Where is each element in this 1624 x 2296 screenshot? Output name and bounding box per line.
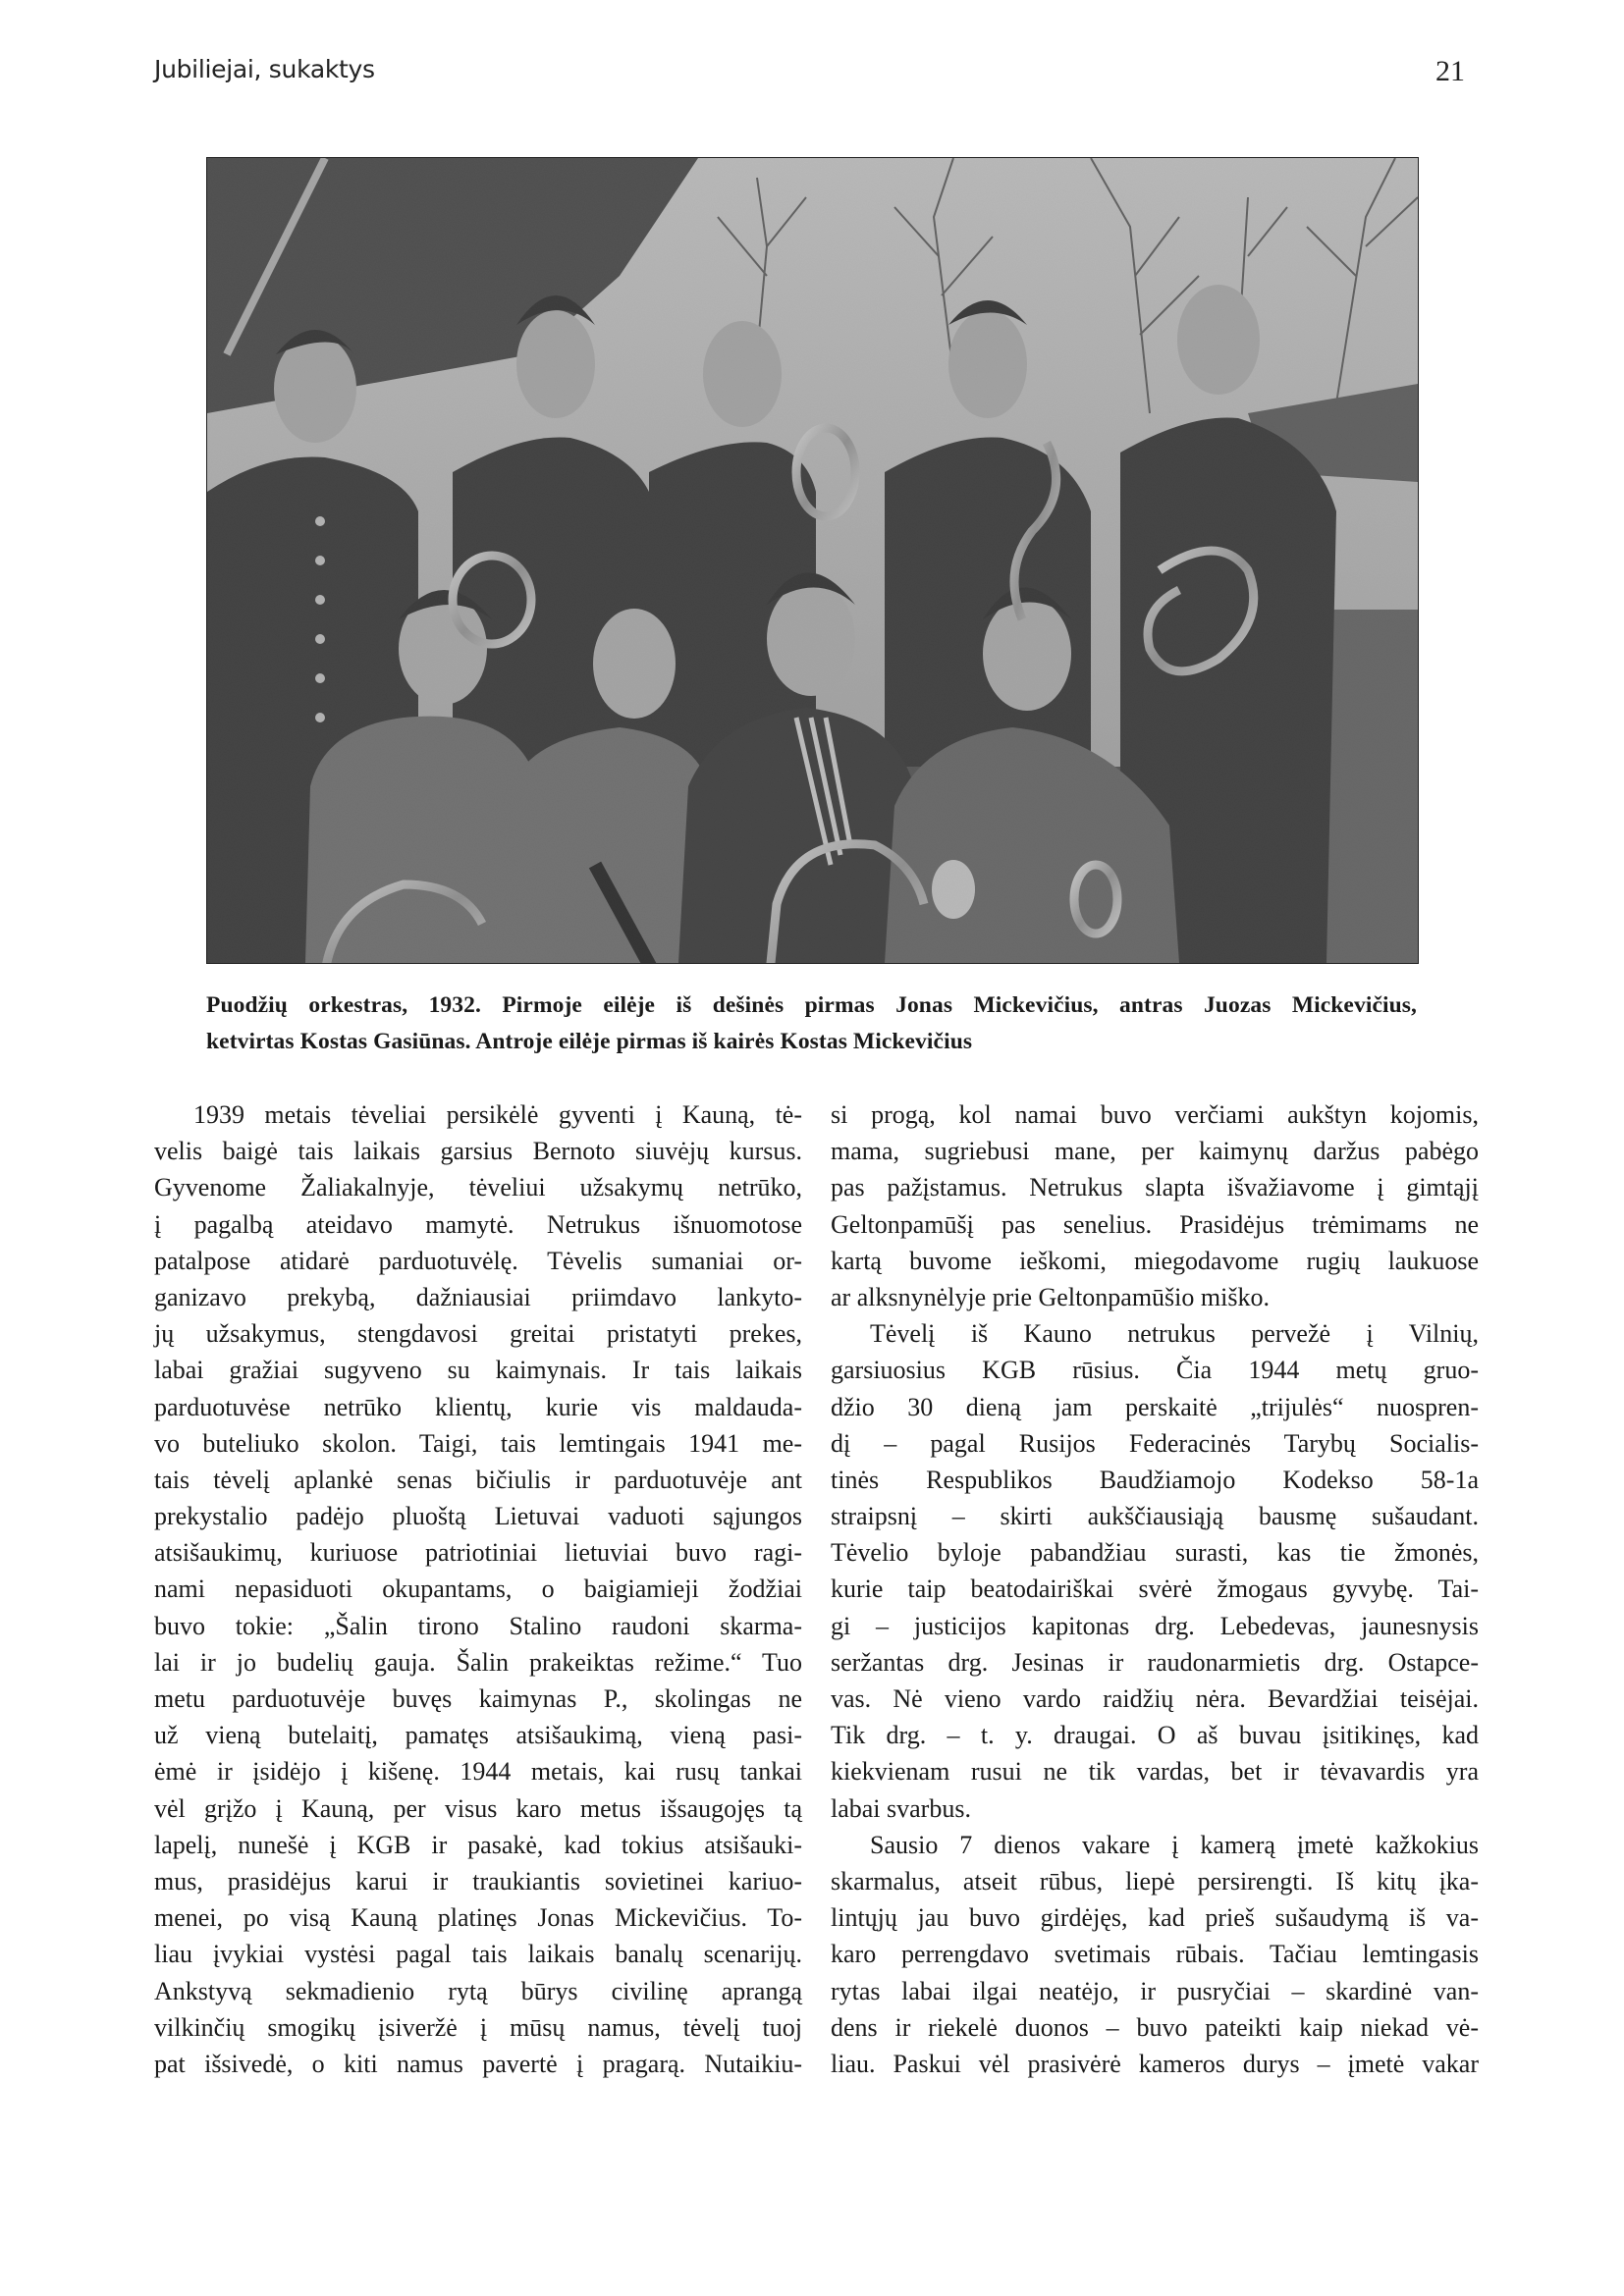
text-line: gi – justicijos kapitonas drg. Lebedevas, jaunesnysis [831, 1611, 1479, 1640]
text-line: vilkinčių smogikų įsiveržė į mūsų namus, tėvelį tuoj [154, 2012, 802, 2042]
text-line: mus, prasidėjus karui ir traukiantis sovietinei kariuo- [154, 1866, 802, 1896]
text-line: vo buteliuko skolon. Taigi, tais lemtingais 1941 me- [154, 1428, 802, 1458]
text-line: 1939 metais tėveliai persikėlė gyventi į Kauną, tė- [193, 1100, 802, 1129]
text-line: Tėvelį iš Kauno netrukus pervežė į Vilnių, [870, 1319, 1479, 1349]
text-line: lai ir jo budelių gauja. Šalin prakeiktas režime.“ Tuo [154, 1647, 802, 1677]
text-line: Sausio 7 dienos vakare į kamerą įmetė kažkokius [870, 1830, 1479, 1859]
band-group-photograph [206, 157, 1419, 964]
text-line: kartą buvome ieškomi, miegodavome rugių laukuose [831, 1246, 1479, 1275]
text-line: kiekvienam rusui ne tik vardas, bet ir tėvavardis yra [831, 1757, 1479, 1787]
running-head-section-title: Jubiliejai, sukaktys [154, 55, 375, 83]
caption-line: ketvirtas Kostas Gasiūnas. Antroje eilėje pirmas iš kairės Kostas Mickevičius [206, 1029, 973, 1055]
text-line: tais tėvelį aplankė senas bičiulis ir parduotuvėje ant [154, 1465, 802, 1494]
text-line: buvo tokie: „Šalin tirono Stalino raudoni skarma- [154, 1611, 802, 1640]
text-line: vas. Nė vieno vardo raidžių nėra. Bevardžiai teisėjai. [831, 1684, 1479, 1713]
text-line: straipsnį – skirti aukščiausiąją bausmę sušaudant. [831, 1502, 1479, 1531]
text-line: lintųjų jau buvo girdėjęs, kad prieš sušaudymą iš va- [831, 1903, 1479, 1933]
text-line: už vieną butelaitį, pamatęs atsišaukimą, vieną pasi- [154, 1721, 802, 1750]
text-line: ar alksnynėlyje prie Geltonpamūšio miško. [831, 1282, 1270, 1311]
text-line: liau. Paskui vėl prasivėrė kameros durys – įmetė vakar [831, 2049, 1479, 2078]
text-line: nami nepasiduoti okupantams, o baigiamieji žodžiai [154, 1575, 802, 1604]
text-line: si progą, kol namai buvo verčiami aukštyn kojomis, [831, 1100, 1479, 1129]
text-line: dens ir riekelė duonos – buvo pateikti kaip niekad vė- [831, 2012, 1479, 2042]
text-line: pas pažįstamus. Netrukus slapta išvažiavome į gimtąjį [831, 1173, 1479, 1202]
text-line: Tėvelio byloje pabandžiau surasti, kas tie žmonės, [831, 1538, 1479, 1568]
photo-image [207, 158, 1418, 963]
photo-caption [206, 989, 1417, 1062]
body-text-right-column [831, 1096, 1479, 2082]
text-line: jų užsakymus, stengdavosi greitai pristatyti prekes, [154, 1319, 802, 1349]
text-line: seržantas drg. Jesinas ir raudonarmietis drg. Ostapce- [831, 1647, 1479, 1677]
text-line: Geltonpamūšį pas senelius. Prasidėjus trėmimams ne [831, 1209, 1479, 1239]
text-line: garsiuosius KGB rūsius. Čia 1944 metų gruo- [831, 1356, 1479, 1385]
text-line: atsišaukimų, kuriuose patriotiniai lietuviai buvo ragi- [154, 1538, 802, 1568]
text-line: ganizavo prekybą, dažniausiai priimdavo lankyto- [154, 1282, 802, 1311]
text-line: prekystalio padėjo pluoštą Lietuvai vaduoti sąjungos [154, 1502, 802, 1531]
text-line: tinės Respublikos Baudžiamojo Kodekso 58-1a [831, 1465, 1479, 1494]
text-line: Gyvenome Žaliakalnyje, tėveliui užsakymų netrūko, [154, 1173, 802, 1202]
text-line: skarmalus, atseit rūbus, liepė persirengti. Iš kitų įka- [831, 1866, 1479, 1896]
text-line: labai gražiai sugyveno su kaimynais. Ir tais laikais [154, 1356, 802, 1385]
text-line: velis baigė tais laikais garsius Bernoto siuvėjų kursus. [154, 1137, 802, 1166]
text-line: mama, sugriebusi mane, per kaimynų daržus pabėgo [831, 1137, 1479, 1166]
text-line: džio 30 dieną jam perskaitė „trijulės“ nuospren- [831, 1392, 1479, 1421]
text-line: menei, po visą Kauną platinęs Jonas Mickevičius. To- [154, 1903, 802, 1933]
text-line: kurie taip beatodairiškai svėrė žmogaus gyvybę. Tai- [831, 1575, 1479, 1604]
text-line: karo perrengdavo svetimais rūbais. Tačiau lemtingasis [831, 1940, 1479, 1969]
page-number: 21 [1435, 55, 1465, 87]
text-line: parduotuvėse netrūko klientų, kurie vis maldauda- [154, 1392, 802, 1421]
text-line: Tik drg. – t. y. draugai. O aš buvau įsitikinęs, kad [831, 1721, 1479, 1750]
body-text-left-column [154, 1096, 802, 2082]
text-line: Ankstyvą sekmadienio rytą būrys civilinę aprangą [154, 1976, 802, 2005]
text-line: į pagalbą ateidavo mamytė. Netrukus išnuomotose [154, 1209, 802, 1239]
text-line: labai svarbus. [831, 1793, 971, 1823]
text-line: metu parduotuvėje buvęs kaimynas P., skolingas ne [154, 1684, 802, 1713]
text-line: patalpose atidarė parduotuvėlę. Tėvelis sumaniai or- [154, 1246, 802, 1275]
caption-line: Puodžių orkestras, 1932. Pirmoje eilėje iš dešinės pirmas Jonas Mickevičius, antras Juozas Mickevičius, [206, 992, 1417, 1018]
text-line: rytas labai ilgai neatėjo, ir pusryčiai – skardinė van- [831, 1976, 1479, 2005]
text-line: lapelį, nunešė į KGB ir pasakė, kad tokius atsišauki- [154, 1830, 802, 1859]
text-line: dį – pagal Rusijos Federacinės Tarybų Socialis- [831, 1428, 1479, 1458]
text-line: liau įvykiai vystėsi pagal tais laikais banalų scenarijų. [154, 1940, 802, 1969]
text-line: vėl grįžo į Kauną, per visus karo metus išsaugojęs tą [154, 1793, 802, 1823]
text-line: ėmė ir įsidėjo į kišenę. 1944 metais, kai rusų tankai [154, 1757, 802, 1787]
text-line: pat išsivedė, o kiti namus pavertė į pragarą. Nutaikiu- [154, 2049, 802, 2078]
